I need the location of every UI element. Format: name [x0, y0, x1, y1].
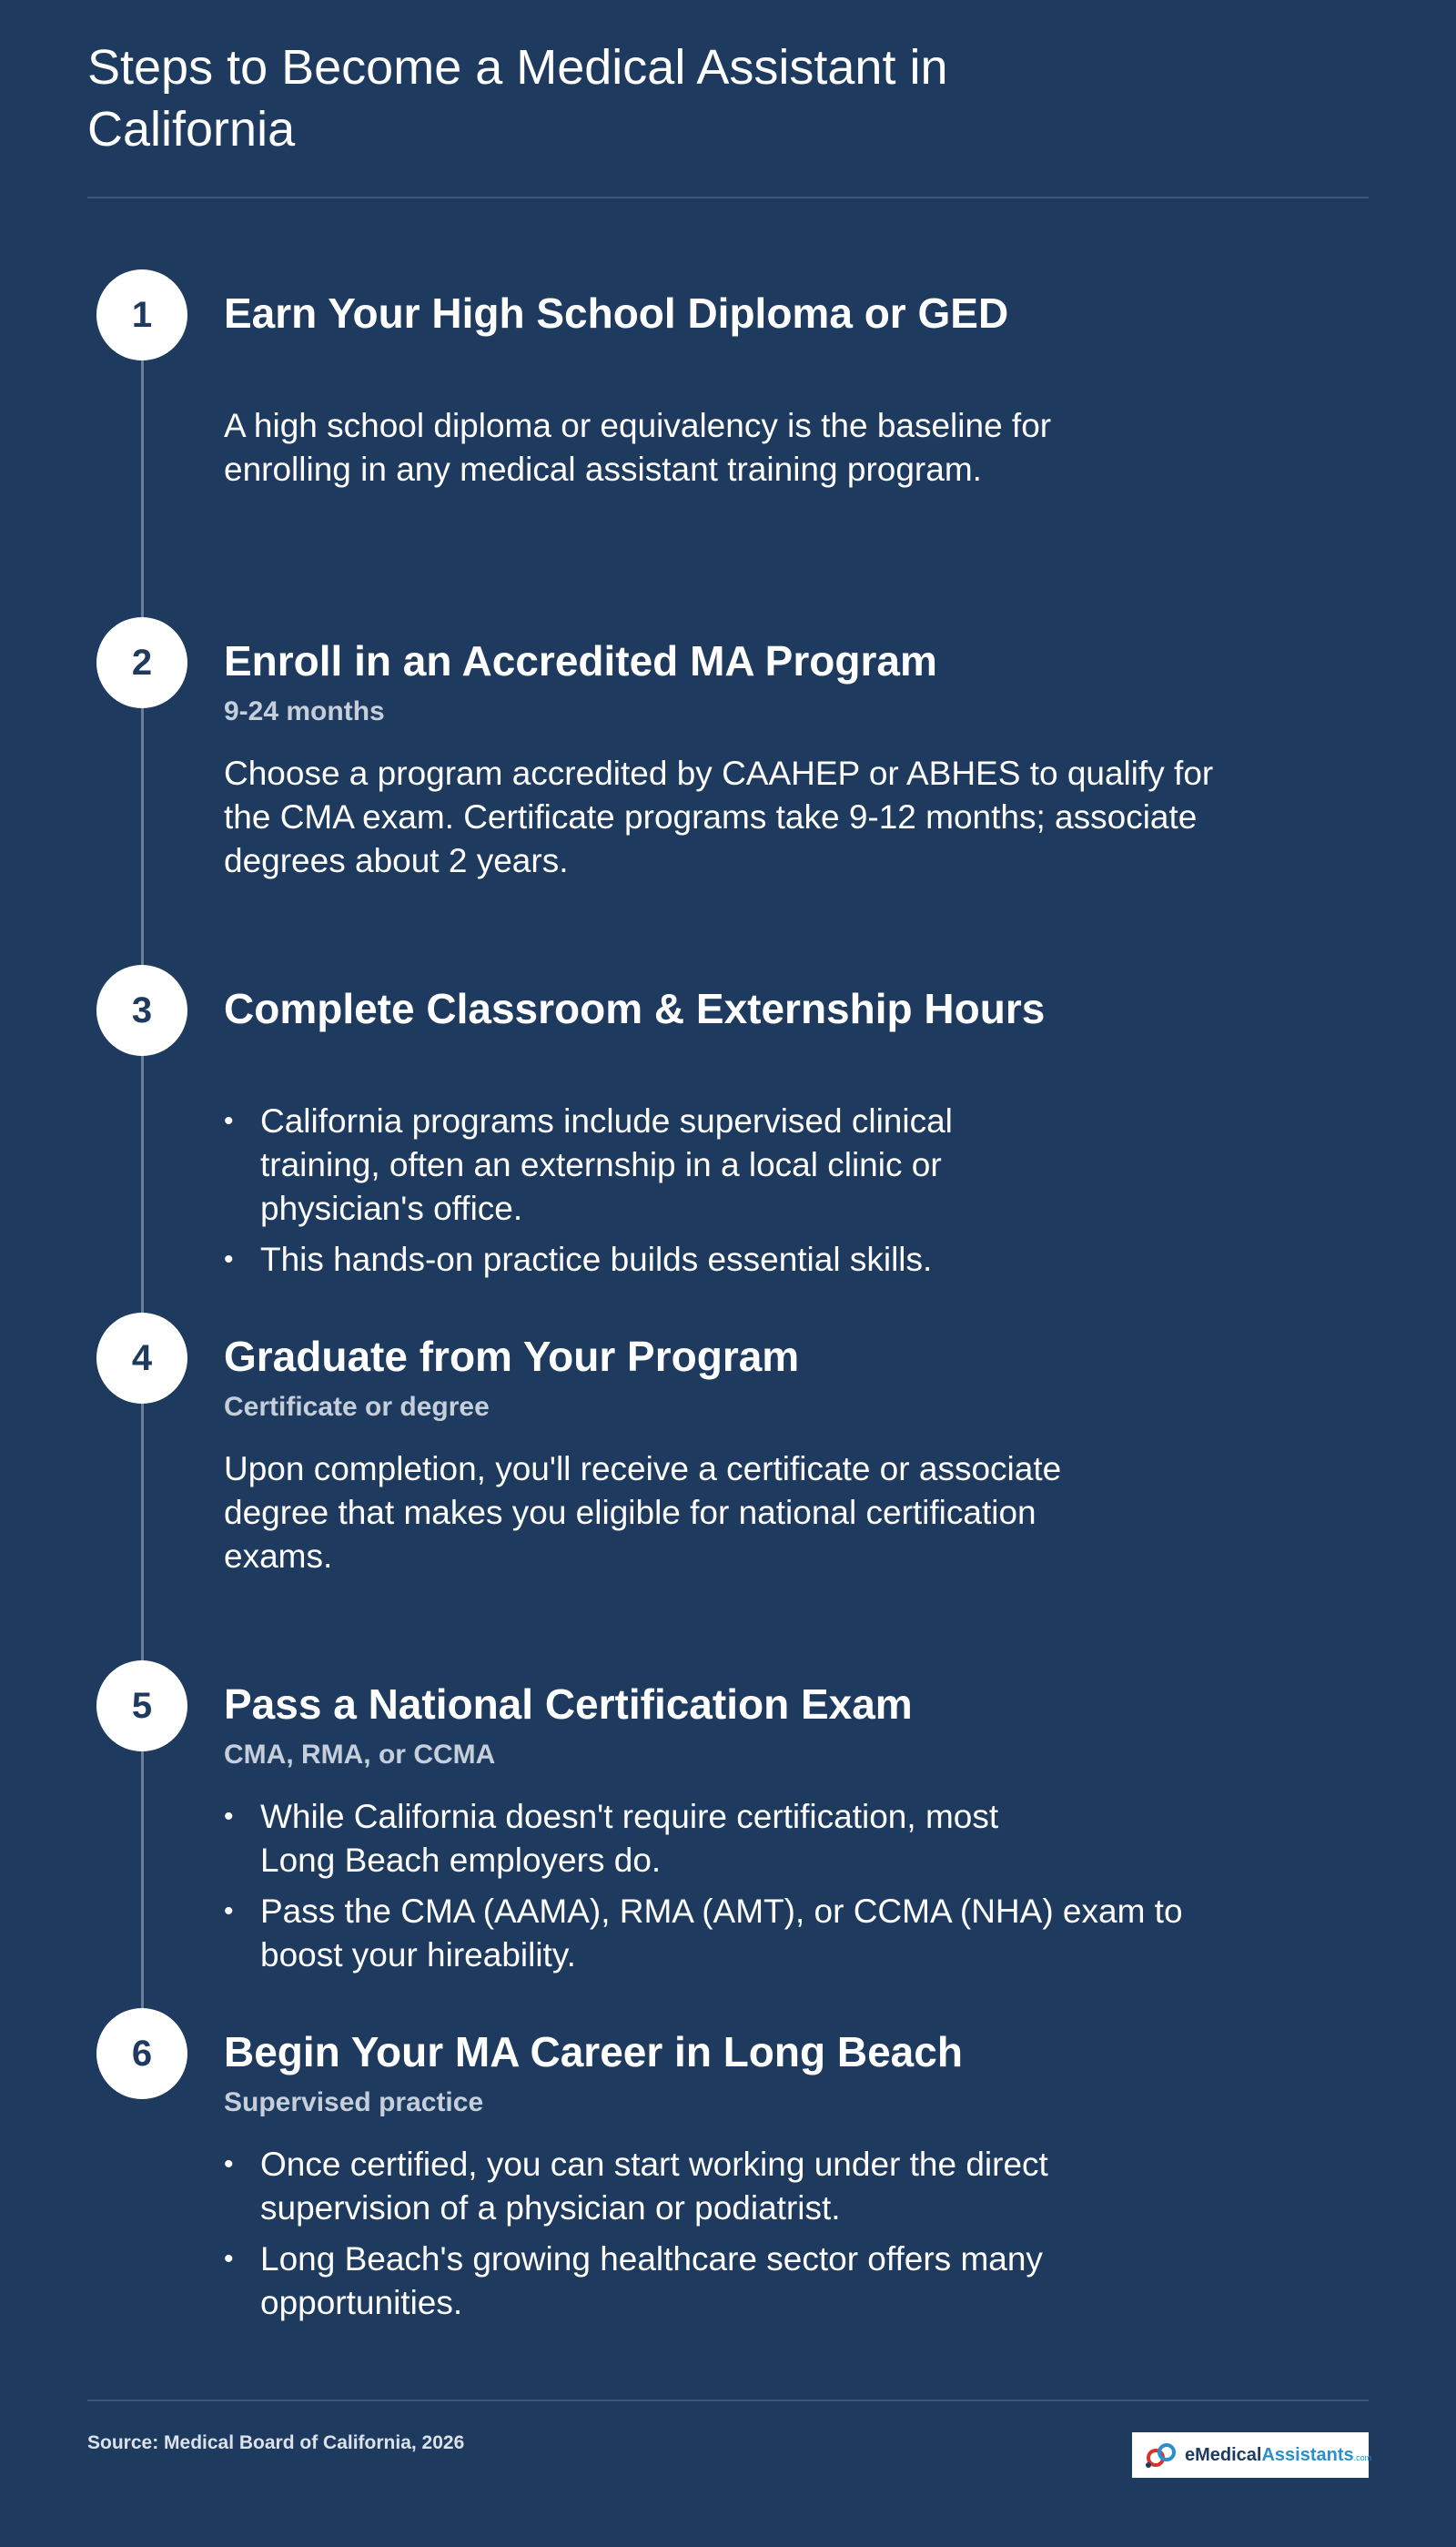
bullet-item	[224, 2143, 1134, 2230]
bullet-text: This hands-on practice builds essential skills.	[260, 1241, 933, 1278]
step-description: Upon completion, you'll receive a certificate or associate degree that makes you eligible for national certification exams.	[224, 1450, 1062, 1575]
step-exam-options: CMA, RMA, or CCMA	[224, 1740, 496, 1770]
bullet-item	[224, 1890, 1243, 1977]
step-description: Choose a program accredited by CAAHEP or ABHES to qualify for the CMA exam. Certificate programs take 9-12 months; associate degrees about 2 years.	[224, 755, 1214, 879]
step-practice-type: Supervised practice	[224, 2087, 484, 2117]
bullet-item	[224, 1100, 1006, 1231]
bullet-text: Pass the CMA (AAMA), RMA (AMT), or CCMA (NHA) exam to boost your hireability.	[260, 1892, 1183, 1974]
bullet-item	[224, 2238, 1134, 2325]
bullet-text: Long Beach's growing healthcare sector offers many opportunities.	[260, 2240, 1043, 2321]
bullet-text: While California doesn't require certification, most Long Beach employers do.	[260, 1798, 999, 1879]
bullet-text: Once certified, you can start working under the direct supervision of a physician or podiatrist.	[260, 2146, 1048, 2227]
step-number-badge: 5	[96, 1660, 187, 1751]
logo-mark-icon	[1143, 2441, 1179, 2469]
footer-divider	[87, 2400, 1369, 2401]
step-number-badge: 2	[96, 617, 187, 708]
timeline-line	[141, 315, 144, 2055]
step-number-badge: 6	[96, 2008, 187, 2099]
step-bullet-list	[224, 1100, 1006, 1289]
source-citation: Source: Medical Board of California, 2026	[87, 2432, 465, 2453]
page-title: Steps to Become a Medical Assistant in California	[87, 40, 948, 157]
logo-prefix: eMedical	[1185, 2444, 1262, 2465]
bullet-glyph: •	[224, 1244, 234, 1274]
step-bullet-list	[224, 2143, 1134, 2332]
bullet-glyph: •	[224, 1896, 234, 1926]
bullet-glyph: •	[224, 2244, 234, 2274]
bullet-glyph: •	[224, 1106, 234, 1136]
step-number-badge: 1	[96, 269, 187, 360]
bullet-item	[224, 1795, 1061, 1882]
step-title: Complete Classroom & Externship Hours	[224, 985, 1046, 1032]
logo-suffix: .com	[1353, 2452, 1372, 2462]
step-bullet-list	[224, 1795, 1243, 1984]
bullet-item	[224, 1238, 1006, 1282]
step-title: Graduate from Your Program	[224, 1333, 800, 1380]
step-title: Pass a National Certification Exam	[224, 1680, 913, 1728]
bullet-glyph: •	[224, 2149, 234, 2179]
logo-main: Assistants	[1261, 2444, 1354, 2465]
step-title: Begin Your MA Career in Long Beach	[224, 2028, 963, 2075]
header-divider	[87, 197, 1369, 198]
bullet-glyph: •	[224, 1801, 234, 1832]
logo-wordmark	[1185, 2445, 1371, 2466]
site-logo[interactable]	[1132, 2432, 1372, 2478]
step-title: Earn Your High School Diploma or GED	[224, 289, 1009, 337]
step-description: A high school diploma or equivalency is the baseline for enrolling in any medical assistant training program.	[224, 407, 1052, 488]
step-credential: Certificate or degree	[224, 1392, 490, 1422]
bullet-text: California programs include supervised clinical training, often an externship in a local clinic or physician's office.	[260, 1102, 953, 1227]
step-duration: 9-24 months	[224, 696, 385, 726]
step-number-badge: 3	[96, 965, 187, 1056]
step-number-badge: 4	[96, 1313, 187, 1404]
step-title: Enroll in an Accredited MA Program	[224, 637, 937, 685]
